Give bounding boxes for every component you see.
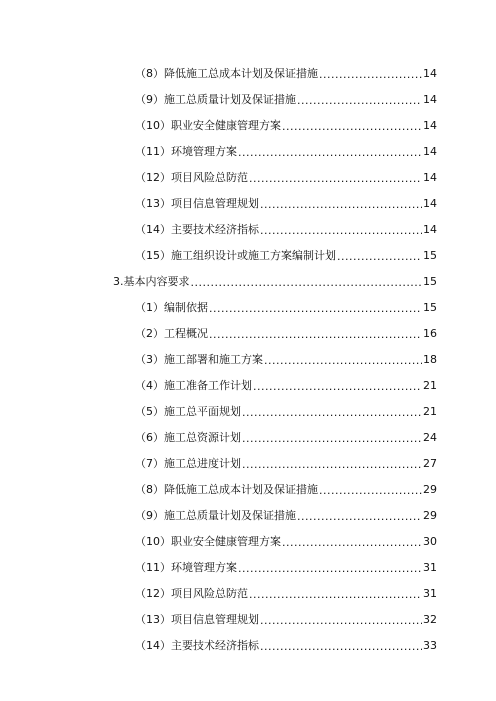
toc-entry-title: （12）项目风险总防范 [135,171,248,184]
toc-page-number: 18 [423,353,437,366]
toc-entry-title: （15）施工组织设计或施工方案编制计划 [135,249,336,262]
dot-leader [242,458,422,472]
toc-page-number: 29 [423,483,437,496]
toc-entry-title: （6）施工总资源计划 [135,431,241,444]
toc-entry[interactable] [135,113,437,139]
toc-entry[interactable] [135,321,437,347]
toc-entry[interactable] [135,451,437,477]
toc-entry-title: （1）编制依据 [135,301,208,314]
toc-entry-title: （11）环境管理方案 [135,145,237,158]
dot-leader [282,120,422,134]
toc-page-number: 21 [423,405,437,418]
toc-entry[interactable] [135,61,437,87]
toc-entry[interactable] [135,191,437,217]
toc-page-number: 15 [423,275,437,288]
toc-entry-title: （13）项目信息管理规划 [135,197,259,210]
toc-entry[interactable] [135,87,437,113]
toc-entry-title: （9）施工总质量计划及保证措施 [135,93,296,106]
toc-page-number: 16 [423,327,437,340]
dot-leader [260,198,422,212]
toc-page-number: 15 [423,301,437,314]
toc-entry[interactable] [135,633,437,659]
toc-entry-title: （10）职业安全健康管理方案 [135,119,281,132]
toc-page-number: 33 [423,639,437,652]
dot-leader [319,68,422,82]
dot-leader [253,380,422,394]
toc-entry[interactable] [135,581,437,607]
dot-leader [260,640,422,654]
toc-entry[interactable] [135,503,437,529]
dot-leader [209,328,422,342]
dot-leader [238,146,422,160]
toc-entry-title: （7）施工总进度计划 [135,457,241,470]
dot-leader [282,536,422,550]
dot-leader [209,302,422,316]
toc-entry-title: （2）工程概况 [135,327,208,340]
dot-leader [238,562,422,576]
toc-section-heading[interactable] [113,269,437,295]
toc-entry-title: （5）施工总平面规划 [135,405,241,418]
toc-page-number: 27 [423,457,437,470]
toc-entry[interactable] [135,217,437,243]
dot-leader [249,588,422,602]
toc-page-number: 32 [423,613,437,626]
toc-page-number: 24 [423,431,437,444]
dot-leader [297,94,422,108]
toc-page-number: 21 [423,379,437,392]
toc-entry-title: （10）职业安全健康管理方案 [135,535,281,548]
toc-page-number: 14 [423,119,437,132]
dot-leader [242,406,422,420]
toc-entry[interactable] [135,477,437,503]
toc-entry-title: （4）施工准备工作计划 [135,379,252,392]
dot-leader [260,224,422,238]
toc-entry[interactable] [135,347,437,373]
dot-leader [242,432,422,446]
toc-entry[interactable] [135,243,437,269]
toc-page-number: 14 [423,145,437,158]
dot-leader [191,276,423,290]
toc-entry-title: 3.基本内容要求 [113,275,190,288]
dot-leader [297,510,422,524]
toc-entry[interactable] [135,529,437,555]
dot-leader [260,614,422,628]
toc-entry[interactable] [135,555,437,581]
toc-page-number: 14 [423,197,437,210]
toc-entry-title: （12）项目风险总防范 [135,587,248,600]
toc-page-number: 14 [423,171,437,184]
toc-entry[interactable] [135,425,437,451]
toc-page-number: 29 [423,509,437,522]
toc-entry[interactable] [135,165,437,191]
dot-leader [337,250,422,264]
toc-entry[interactable] [135,373,437,399]
toc-page-number: 14 [423,67,437,80]
toc-page-number: 14 [423,93,437,106]
toc-page-number: 30 [423,535,437,548]
dot-leader [264,354,422,368]
toc-entry[interactable] [135,295,437,321]
dot-leader [319,484,422,498]
dot-leader [249,172,422,186]
toc-entry-title: （11）环境管理方案 [135,561,237,574]
toc-entry[interactable] [135,399,437,425]
toc-entry-title: （8）降低施工总成本计划及保证措施 [135,483,318,496]
toc-page-number: 14 [423,223,437,236]
toc-page-number: 31 [423,561,437,574]
toc-page-number: 15 [423,249,437,262]
table-of-contents [0,61,496,659]
toc-entry[interactable] [135,139,437,165]
toc-entry-title: （13）项目信息管理规划 [135,613,259,626]
toc-entry-title: （9）施工总质量计划及保证措施 [135,509,296,522]
toc-entry-title: （14）主要技术经济指标 [135,223,259,236]
toc-entry-title: （14）主要技术经济指标 [135,639,259,652]
toc-entry[interactable] [135,607,437,633]
toc-entry-title: （3）施工部署和施工方案 [135,353,263,366]
toc-page-number: 31 [423,587,437,600]
toc-entry-title: （8）降低施工总成本计划及保证措施 [135,67,318,80]
